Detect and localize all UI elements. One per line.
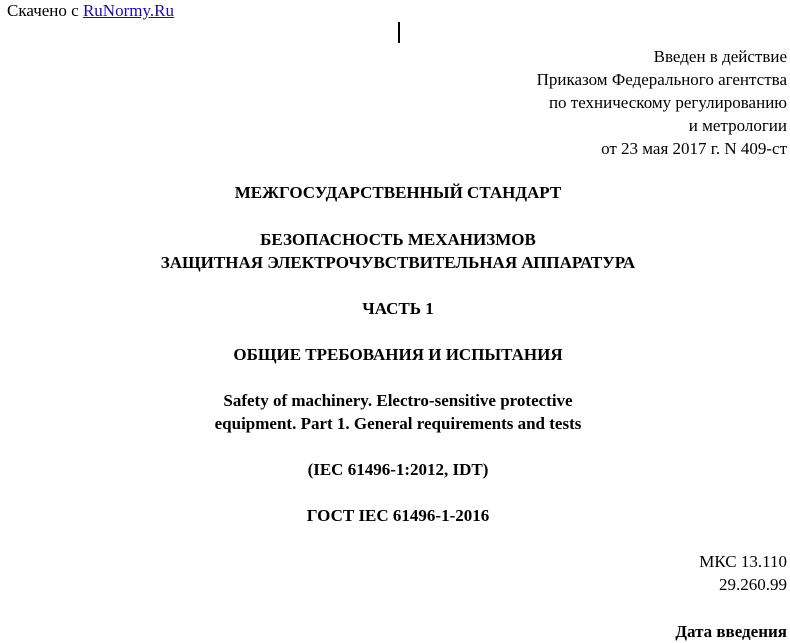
standard-title-line-1: БЕЗОПАСНОСТЬ МЕХАНИЗМОВ [260, 230, 536, 249]
intro-date-label: Дата введения [675, 622, 787, 641]
standard-subtitle: ОБЩИЕ ТРЕБОВАНИЯ И ИСПЫТАНИЯ [233, 345, 563, 364]
mks-code-line-2: 29.260.99 [719, 575, 787, 594]
english-title-line-2: equipment. Part 1. General requirements and tests [214, 414, 582, 433]
source-prefix: Скачено с [7, 1, 83, 20]
source-line [7, 1, 174, 21]
runormy-link[interactable]: RuNormy.Ru [82, 1, 174, 20]
english-title-line-1: Safety of machinery. Electro-sensitive protective [223, 391, 573, 410]
enactment-line: по техническому регулированию [548, 93, 787, 112]
enactment-line: Введен в действие [653, 47, 787, 66]
enactment-line: от 23 мая 2017 г. N 409-ст [601, 139, 787, 158]
enactment-block [537, 45, 787, 160]
classification-block [699, 550, 787, 596]
enactment-line: и метрологии [688, 116, 787, 135]
gost-designation: ГОСТ IEC 61496-1-2016 [306, 506, 490, 525]
text-cursor [398, 22, 400, 43]
mks-code-line-1: МКС 13.110 [699, 552, 787, 571]
standard-type: МЕЖГОСУДАРСТВЕННЫЙ СТАНДАРТ [234, 183, 562, 202]
standard-part: ЧАСТЬ 1 [362, 299, 434, 318]
iec-reference: (IEC 61496-1:2012, IDT) [307, 460, 489, 479]
enactment-line: Приказом Федерального агентства [536, 70, 787, 89]
standard-title-line-2: ЗАЩИТНАЯ ЭЛЕКТРОЧУВСТВИТЕЛЬНАЯ АППАРАТУРА [160, 253, 636, 272]
